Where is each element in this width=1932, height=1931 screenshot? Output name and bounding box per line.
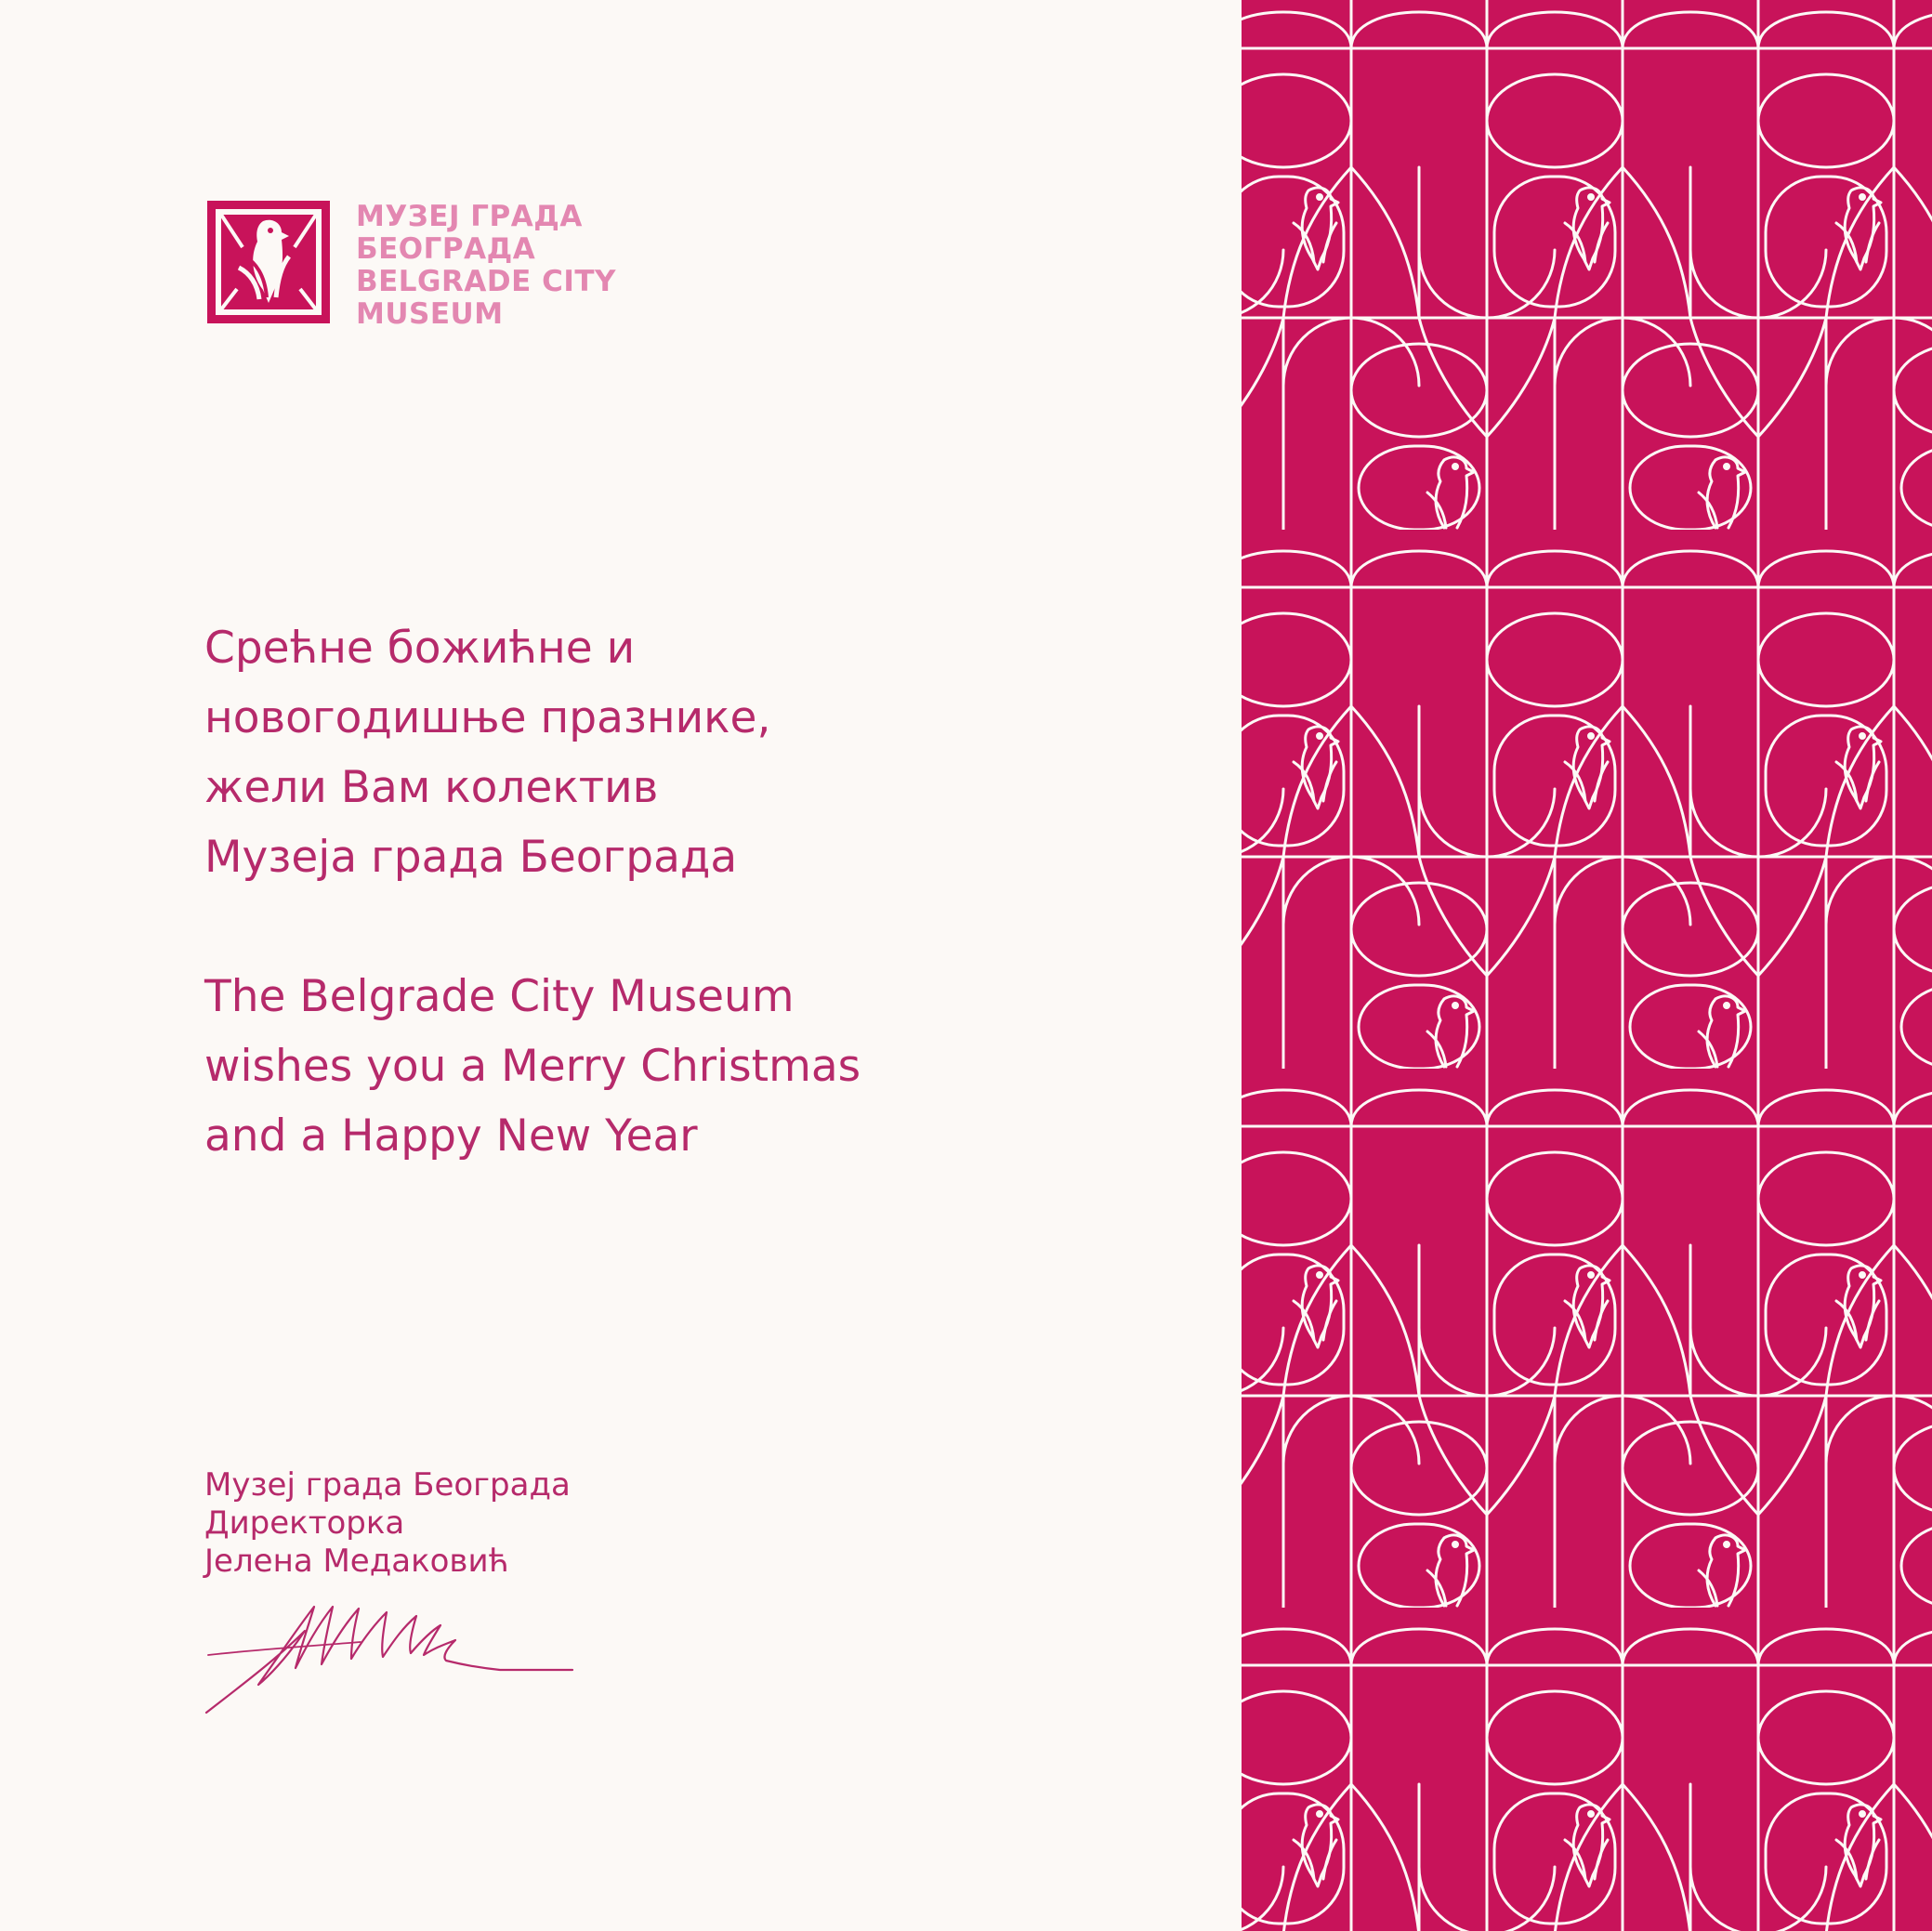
museum-logo — [207, 201, 616, 331]
museum-logo-text — [356, 201, 616, 331]
pattern-svg — [1242, 0, 1932, 1931]
signatory-name: Јелена Медаковић — [204, 1543, 509, 1580]
dove-stained-glass-pattern — [1242, 0, 1932, 1931]
greeting-message — [204, 613, 1180, 1171]
greeting-serbian-line: Музеја града Београда — [204, 832, 738, 883]
greeting-english-line: and a Happy New Year — [204, 1110, 698, 1162]
logo-line: МУЗЕЈ ГРАДА — [356, 200, 583, 233]
handwritten-signature — [203, 1594, 574, 1719]
signatory-title: Директорка — [204, 1504, 405, 1542]
greeting-english-line: wishes you a Merry Christmas — [204, 1041, 861, 1092]
greeting-serbian-line: жели Вам колектив — [204, 762, 659, 813]
greeting-serbian-line: Срећне божићне и — [204, 623, 636, 674]
signatory-institution: Музеј града Београда — [204, 1466, 571, 1504]
greeting-serbian-line: новогодишње празнике, — [204, 692, 771, 743]
signatory-block — [204, 1466, 571, 1581]
logo-line: BELGRADE CITY — [356, 265, 616, 298]
greeting-spacer — [204, 892, 1180, 962]
dove-icon — [207, 201, 330, 323]
greeting-english-line: The Belgrade City Museum — [204, 971, 795, 1022]
logo-line: БЕОГРАДА — [356, 232, 536, 266]
logo-line: MUSEUM — [356, 297, 504, 331]
